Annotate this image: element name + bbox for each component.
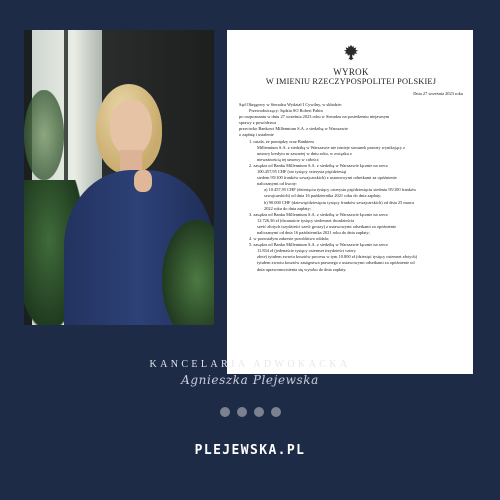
document-line: naliczanymi od dnia 16 października 2021 roku do dnia zapłaty; bbox=[257, 229, 370, 235]
carousel-dot[interactable] bbox=[220, 407, 230, 417]
document-line: a) 10.457,95 CHF (dziesięciu tysięcy czterystu pięćdziesięciu siedmiu 95/100 franków bbox=[264, 187, 417, 193]
document-line: Sąd Okręgowy w Sieradzu Wydział I Cywilny, w składzie: bbox=[239, 102, 343, 107]
plant-right bbox=[162, 220, 214, 325]
portrait-hand bbox=[134, 170, 152, 192]
document-line: 100.457,95 CHF (sto tysięcy czterysta pięćdziesiąt bbox=[257, 169, 347, 175]
document-line: 2. zasądza od Banku Millennium S.A. z siedzibą w Warszawie łącznie na rzecz bbox=[249, 162, 388, 168]
document-line: nieważnością tej umowy w całości; bbox=[257, 156, 320, 162]
document-line: naliczanymi od kwoty: bbox=[257, 181, 298, 187]
portrait-face bbox=[110, 100, 152, 156]
document-line: przeciwko Bankowi Millennium S.A. z siedzibą w Warszawie bbox=[239, 126, 348, 132]
document-line: 11.834 zł (jedenaście tysięcy osiemset trzydzieści cztery bbox=[257, 248, 356, 254]
document-subtitle: W IMIENIU RZECZYPOSPOLITEJ POLSKIEJ bbox=[265, 77, 437, 86]
firm-name: KANCELARIA ADWOKACKA bbox=[149, 359, 351, 370]
document-body bbox=[239, 102, 463, 273]
carousel-dot[interactable] bbox=[237, 407, 247, 417]
document-line: umowy kredytu nr zawartej w dniu roku, w związku z bbox=[257, 150, 352, 156]
document-line: sprawy z powództwa bbox=[239, 120, 277, 126]
document-date: Dnia 27 września 2023 roku bbox=[413, 91, 463, 96]
carousel-dot[interactable] bbox=[254, 407, 264, 417]
document-line: o zapłatę i ustalenie bbox=[239, 132, 274, 138]
website-url: PLEJEWSKA.PL bbox=[194, 443, 306, 458]
document-line: złote) tytułem zwrotu kosztów procesu w tym 10.800 zł (dziesięć tysięcy osiemset złotych) bbox=[257, 254, 418, 260]
carousel-dot[interactable] bbox=[271, 407, 281, 417]
document-line: Przewodniczący: Sędzia SO Robert Pabin bbox=[249, 108, 323, 114]
document-line: 12.726,36 zł (dwanaście tysięcy siedemset dwadzieścia bbox=[257, 217, 355, 223]
polish-eagle-emblem-icon bbox=[340, 42, 362, 64]
document-line: 1. ustala, że pomiędzy oraz Bankiem bbox=[249, 138, 314, 144]
lawyer-portrait-photo bbox=[24, 30, 214, 325]
document-line: 4. w pozostałym zakresie powództwo oddala; bbox=[249, 236, 329, 242]
carousel-dots bbox=[0, 407, 500, 417]
document-line: sześć złotych trzydzieści sześć groszy) z ustawowymi odsetkami za opóźnienie bbox=[257, 223, 397, 229]
document-line: b) 90.000 CHF (dziewięćdziesięciu tysięcy franków szwajcarskich) od dnia 25 marca bbox=[264, 199, 415, 205]
document-line: 3. zasądza od Banku Millennium S.A. z siedzibą w Warszawie łącznie na rzecz bbox=[249, 211, 388, 217]
court-verdict-document bbox=[227, 30, 473, 374]
document-line: szwajcarskich) od dnia 16 października 2021 roku do dnia zapłaty; bbox=[264, 193, 382, 199]
document-line: po rozpoznaniu w dniu 27 września 2023 roku w Sieradzu na posiedzeniu niejawnym bbox=[239, 114, 390, 120]
document-line: Millennium S.A. z siedzibą w Warszawie nie istnieje stosunek prawny wynikający z bbox=[257, 144, 405, 150]
document-title: WYROK bbox=[333, 67, 369, 77]
document-line: siedem 95/100 franków szwajcarskich) z ustawowymi odsetkami za opóźnienie bbox=[257, 175, 397, 181]
document-line: tytułem zwrotu kosztów zastępstwa prawnego z ustawowymi odsetkami za opóźnienie od bbox=[257, 260, 415, 266]
plant-leaves bbox=[24, 90, 64, 180]
document-line: 2022 roku do dnia zapłaty; bbox=[264, 205, 312, 211]
firm-signature: Agnieszka Plejewska bbox=[181, 373, 319, 387]
document-line: 5. zasądza od Banku Millennium S.A. z siedzibą w Warszawie łącznie na rzecz bbox=[249, 242, 388, 248]
document-line: dnia uprawomocnienia się wyroku do dnia zapłaty. bbox=[257, 266, 347, 272]
